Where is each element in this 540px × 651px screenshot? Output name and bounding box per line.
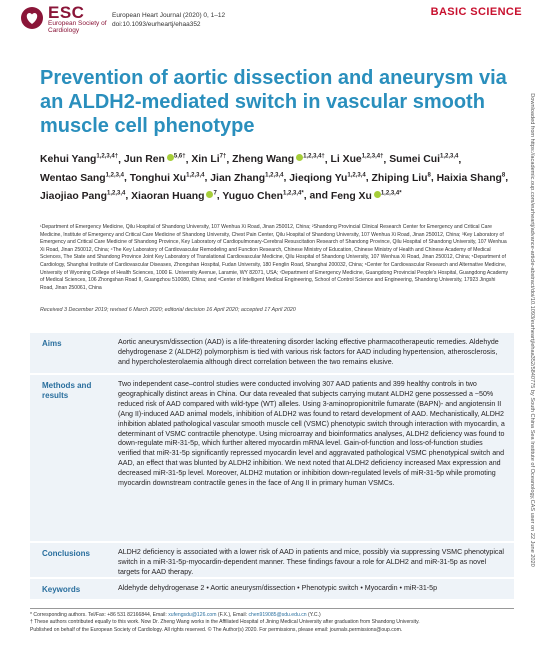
logo-name: ESC — [48, 3, 85, 22]
abstract-conclusions — [30, 543, 514, 577]
doi-text: doi:10.1093/eurheartj/ehaa352 — [112, 21, 201, 28]
orcid-icon[interactable] — [167, 154, 174, 161]
author-name: Jiaojiao Pang$^{1,2,3,4}$ — [40, 190, 126, 202]
logo-subtitle: European Society of Cardiology — [48, 20, 107, 34]
methods-text: Two independent case–control studies were conducted involving 307 AAD patients and 399 healthy controls in two geographically distinct areas in China. Our data revealed that subjects carrying mutant ALDH2 gene possessed a ~50% reduced risk of AAD compared with wild-type (WT) alleles. Using 3-aminopropionitrile fumarate (BAPN)- and angiotensin II (Ang II)-induced AAD animal models, inhibition of ALDH2 was found to retard development of AAD. Mechanistically, ALDH2 inhibition ablated pathological vascular smooth muscle cell (VSMC) phenotypic switch through interaction with myocardin, a determinant of VSMC contractile phenotype. Using microarray and bioinformatics analyses, ALDH2 deficiency was found to down-regulate miR-31-5p, which further altered myocardin mRNA level. Gain-of-function and loss-of-function studies verified that miR-31-5p significantly repressed myocardin level and aggravated pathological VSMC phenotypical switch and AAD, an effect that was blunted by ALDH2 inhibition. We next noted that ALDH2 deficiency increased Max expression and decreased miR-31-5p level. Moreover, ALDH2 mutation or inhibition down-regulated levels of miR-31-5p while promoting myocardin downstream contractile genes in the face of Ang II in primary human VSMCs. — [118, 380, 505, 488]
email-link-chen[interactable]: chen919085@sdu.edu.cn — [248, 612, 307, 618]
author-name: Tonghui Xu$^{1,2,3,4}$ — [129, 172, 205, 184]
author-name: Wentao Sang$^{1,2,3,4}$ — [40, 172, 124, 184]
journal-line: European Heart Journal (2020) 0, 1–12 — [112, 12, 226, 19]
affiliations: ¹Department of Emergency Medicine, Qilu Hospital of Shandong University, 107 Wenhua Xi Road, Jinan 250012, China; ²Shandong Provincial Clinical Research Center for Emergency and Critical Care Medicine, Institute of Emergency and Critical Care Medicine of Shandong University, Chest Pain Center, Qilu Hospital of Shandong University, 107 Wenhua Xi Road, Jinan 250012, China; ³Key Laboratory of Emergency and Critical Care Medicine of Shandong Province, Key Laboratory of Cardiopulmonary-Cerebral Resuscitation Research of Shandong Province, Qilu Hospital of Shandong University, 107 Wenhua Xi Road, Jinan 250012, China; ⁴The Key Laboratory of Cardiovascular Remodeling and Function Research, Chinese Ministry of Education, Chinese Ministry of Health and Chinese Academy of Medical Sciences, The State and Shandong Province Joint Key Laboratory of Translational Cardiovascular Medicine, Qilu Hospital of Shandong University, 107 Wenhua Xi Road, Jinan 250012, China; ⁵Department of Cardiology, Shanghai Institute of Cardiovascular Diseases, Zhongshan Hospital, Fudan University, 180 Fenglin Road, Shanghai 200032, China; ⁶Center for Cardiovascular Research and Alternative Medicine, University of Wyoming College of Health Sciences, 1000 E. University Avenue, Laramie, WY 82071, USA; ⁷Department of Emergency Medicine, Guangdong Provincial People's Hospital, Guangdong Academy of Medical Sciences, 106 Zhongshan Road II, Guangzhou 510080, China; and ⁸Center of Intelligent Medical Engineering, School of Control Science and Engineering, Shandong University, 17923 Jingshi Road, Jinan 250061, China — [40, 224, 509, 291]
author-name: Sumei Cui$^{1,2,3,4}$ — [389, 154, 459, 166]
methods-heading: Methods and results — [42, 381, 92, 400]
journal-citation — [112, 11, 225, 29]
author-name: Li Xue$^{1,2,3,4\dagger}$ — [330, 154, 384, 166]
author-name: Jun Ren $^{5,6\dagger}$ — [123, 154, 186, 166]
author-name: Zheng Wang $^{1,2,3,4\dagger}$ — [232, 154, 325, 166]
conclusions-heading: Conclusions — [42, 549, 91, 558]
email-link-xu[interactable]: xufengsdu@126.com — [168, 612, 217, 618]
abstract-aims — [30, 333, 514, 373]
corresponding-footnote: * Corresponding authors. Tel/Fax: +86 531 82166844, Email: xufengsdu@126.com (F.X.), Email: chen919085@sdu.edu.cn (Y.C.) — [30, 612, 321, 618]
structured-abstract — [30, 333, 514, 601]
section-label: BASIC SCIENCE — [430, 6, 522, 18]
author-name: Feng Xu $^{1,2,3,4*}$ — [330, 190, 402, 202]
orcid-icon[interactable] — [374, 191, 381, 198]
aims-heading: Aims — [42, 339, 62, 348]
keywords-text: Aldehyde dehydrogenase 2 • Aortic aneurysm/dissection • Phenotypic switch • Myocardin • miR-31-5p — [118, 584, 438, 592]
footnotes — [30, 608, 514, 634]
download-watermark: Downloaded from https://academic.oup.com/eurheartj/advance-article-abstract/doi/10.1093/eurheartj/ehaa352/5840775 by South China Sea Institute of Oceanology,CAS user on 22 June 2020 — [529, 93, 535, 567]
author-name: Jieqiong Yu$^{1,2,3,4}$ — [289, 172, 366, 184]
author-name: Zhiping Liu$^8$ — [371, 172, 431, 184]
submission-dates: Received 3 December 2019; revised 6 March 2020; editorial decision 16 April 2020; accepted 17 April 2020 — [40, 307, 296, 313]
abstract-keywords — [30, 579, 514, 599]
author-list: Kehui Yang$^{1,2,3,4\dagger}$, Jun Ren $^{5,6\dagger}$, Xin $Li^{7\dagger}$, Zheng Wang $^{1,2,3,4\dagger}$, Li Xue$^{1,2,3,4\dagger}$, Sumei Cui$^{1,2,3,4}$, Wentao Sang$^{1,2,3,4}$, Tonghui Xu$^{1,2,3,4}$, Jian Zhang$^{1,2,3,4}$, Jieqiong Yu$^{1,2,3,4}$, Zhiping Liu$^8$, Haixia Shang$^8$, Jiaojiao Pang$^{1,2,3,4}$, Xiaoran Huang $^7$, Yuguo Chen$^{1,2,3,4*}$, and Feng Xu $^{1,2,3,4*}$ — [40, 154, 509, 202]
esc-heart-icon — [20, 6, 44, 30]
copyright-footnote: Published on behalf of the European Society of Cardiology. All rights reserved. © The Author(s) 2020. For permissions, please email: journals.permissions@oup.com. — [30, 626, 403, 633]
page-header — [0, 0, 540, 42]
author-name: Yuguo Chen$^{1,2,3,4*}$ — [222, 190, 304, 202]
author-name: Haixia Shang$^8$ — [436, 172, 506, 184]
conclusions-text: ALDH2 deficiency is associated with a lower risk of AAD in patients and mice, possibly via suppressing VSMC phenotypical switch in a miR-31-5p-myocardin-dependent manner. These findings favour a role for ALDH2 and miR-31-5p as novel targets for AAD therapy. — [118, 548, 505, 576]
equal-contribution-footnote: † These authors contributed equally to this work. Now Dr. Zheng Wang works in the Affiliated Hospital of Jining Medical University after graduation from Shandong University. — [30, 619, 420, 626]
abstract-methods-results — [30, 375, 514, 541]
orcid-icon[interactable] — [296, 154, 303, 161]
article-title: Prevention of aortic dissection and aneurysm via an ALDH2-mediated switch in vascular smooth muscle cell phenotype — [40, 67, 507, 137]
author-name: Kehui Yang$^{1,2,3,4\dagger}$ — [40, 154, 119, 166]
author-name: Jian Zhang$^{1,2,3,4}$ — [210, 172, 284, 184]
author-name: Xin $Li^{7\dagger}$ — [191, 154, 227, 166]
aims-text: Aortic aneurysm/dissection (AAD) is a life-threatening disorder lacking effective pharmacotherapeutic remedies. Aldehyde dehydrogenase 2 (ALDH2) polymorphism is tied with various risk factors for AAD including hypertension, atherosclerosis, and hypercholesterolaemia although direct correlation between the two remains elusive. — [118, 338, 499, 366]
keywords-heading: Keywords — [42, 585, 81, 594]
author-name: Xiaoran Huang $^7$ — [131, 190, 217, 202]
